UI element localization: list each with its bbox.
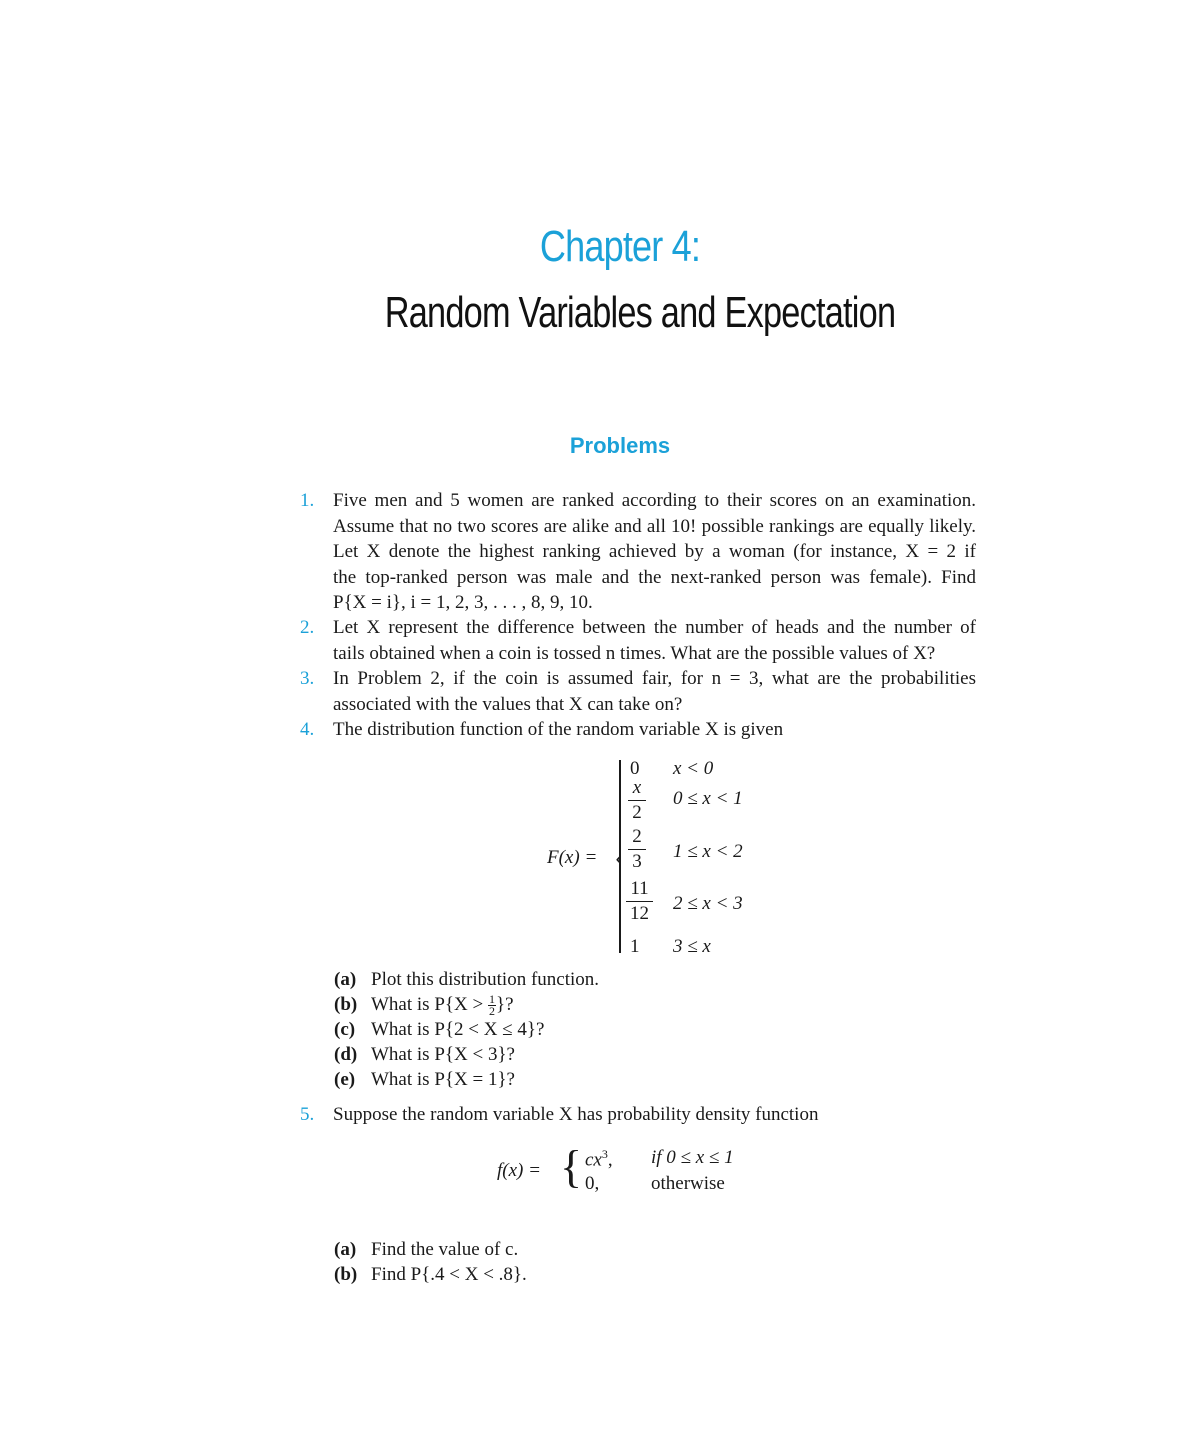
case-condition: if 0 ≤ x ≤ 1 [651,1147,734,1168]
problem-number: 3. [300,668,315,689]
problem-number: 2. [300,617,315,638]
chapter-title: Random Variables and Expectation [384,288,896,337]
problem-number: 4. [300,719,315,740]
part-text: What is P{X = 1}? [371,1069,515,1090]
case-condition: 3 ≤ x [673,936,711,957]
part-label: (b) [334,1264,358,1285]
problem-line: Let X denote the highest ranking achieved by a woman (for instance, X = 2 if [333,541,976,562]
part-text: What is P{X < 3}? [371,1044,515,1065]
problem-line: Suppose the random variable X has probability density function [333,1104,819,1125]
brace-tip: ‹ [615,845,623,870]
part-4b [334,992,514,1017]
part-5b [334,1262,527,1287]
part-text: }? [495,994,514,1015]
fraction-numerator: 11 [630,878,649,899]
problem-line: The distribution function of the random variable X is given [333,719,784,740]
problem-number: 5. [300,1104,315,1125]
problem-line: the top-ranked person was male and the next-ranked person was female). Find [333,566,976,588]
fraction-numerator: x [632,777,642,798]
section-title: Problems [569,433,671,458]
problem-line: P{X = i}, i = 1, 2, 3, . . . , 8, 9, 10. [333,592,593,613]
part-label: (a) [334,1239,357,1260]
problem-line: associated with the values that X can take on? [333,693,683,715]
fraction-denominator: 3 [632,851,642,872]
part-label: (e) [334,1069,356,1090]
part-label: (a) [334,969,357,990]
problem-text [333,666,976,717]
case-condition: 2 ≤ x < 3 [673,893,743,914]
fraction-denominator: 2 [632,802,642,823]
part-text: Find P{.4 < X < .8}. [371,1264,527,1285]
part-4e [334,1067,515,1092]
problem-text [333,488,976,616]
formula-lhs: f(x) = [497,1160,541,1181]
part-4a [334,967,599,992]
problem-4 [300,717,976,743]
case-condition: otherwise [651,1173,725,1194]
problem-2 [300,615,976,666]
part-label: (c) [334,1019,356,1040]
problem-text [333,1102,976,1128]
problem-3 [300,666,976,717]
problem-5 [300,1102,976,1128]
case-value: 0, [585,1173,600,1194]
part-text: Plot this distribution function. [371,969,600,990]
fraction-numerator: 1 [488,992,495,1007]
case-condition: 1 ≤ x < 2 [673,841,743,862]
fraction-denominator: 12 [630,903,649,924]
case-condition: 0 ≤ x < 1 [673,788,743,809]
fraction-numerator: 2 [632,826,642,847]
case-fraction [628,826,646,873]
part-5a [334,1237,518,1262]
problem-line: Assume that no two scores are alike and all 10! possible rankings are equally likely. [333,515,976,537]
problem-line: In Problem 2, if the coin is assumed fair, for n = 3, what are the probabilities [333,668,976,689]
formula-lhs: F(x) = [547,847,598,868]
case-value: $cx^3$, [585,1147,613,1171]
problem-number: 1. [300,490,315,511]
problem-text [333,717,976,743]
part-4c [334,1017,544,1042]
left-brace: { [560,1141,583,1192]
case-condition: x < 0 [673,758,714,779]
case-value: 0 [630,758,640,779]
case-value: 1 [630,936,640,957]
problem-line: Five men and 5 women are ranked according to their scores on an examination. [333,490,976,511]
problem-text [333,615,976,666]
case-fraction [626,878,653,925]
part-4d [334,1042,515,1067]
problem-1 [300,488,976,616]
case-fraction [628,777,646,824]
problem-line: tails obtained when a coin is tossed n times. What are the possible values of X? [333,642,936,664]
inline-fraction [488,994,496,1017]
part-text: Find the value of c. [371,1239,519,1260]
fraction-denominator: 2 [488,1004,495,1019]
part-label: (b) [334,994,358,1015]
problem-line: Let X represent the difference between the number of heads and the number of [333,617,976,638]
part-label: (d) [334,1044,358,1065]
chapter-label: Chapter 4: [539,222,701,271]
part-text: What is P{2 < X ≤ 4}? [371,1019,545,1040]
part-text: What is P{X > [371,994,488,1015]
